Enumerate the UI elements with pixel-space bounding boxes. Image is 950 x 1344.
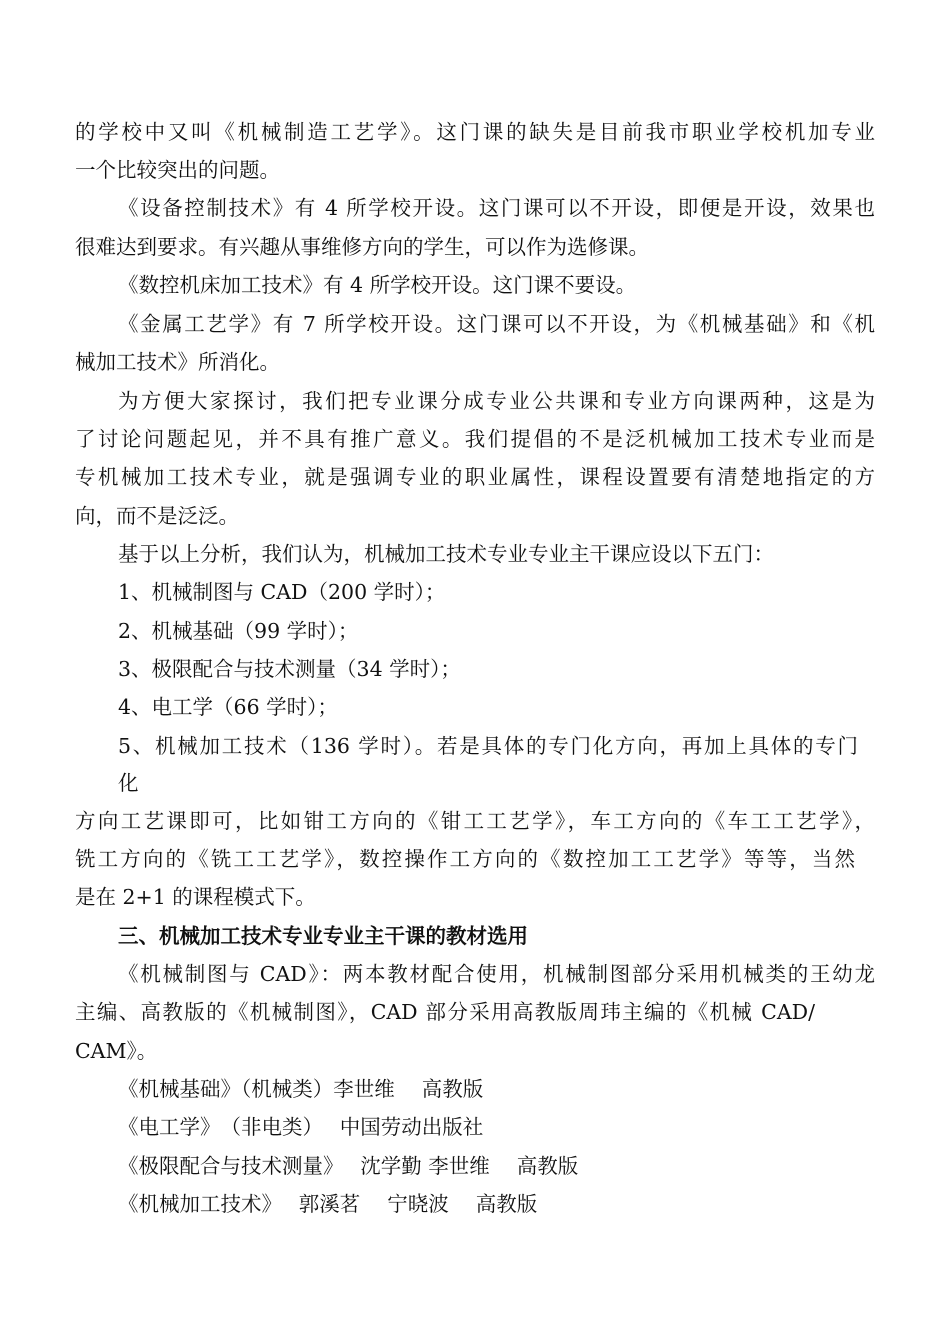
list-item: 4、电工学（66 学时）； [118, 695, 338, 719]
list-item: 5、机械加工技术（136 学时）。若是具体的专门化方向，再加上具体的专门 [118, 734, 858, 758]
text-line: 很难达到要求。有兴趣从事维修方向的学生，可以作为选修课。 [75, 235, 649, 259]
text-line: 《金属工艺学》有 7 所学校开设。这门课可以不开设，为《机械基础》和《机 [118, 312, 875, 336]
text-line: 基于以上分析，我们认为，机械加工技术专业专业主干课应设以下五门： [118, 542, 774, 566]
text-line: 专机械加工技术专业，就是强调专业的职业属性，课程设置要有清楚地指定的方 [75, 465, 875, 489]
text-line: 铣工方向的《铣工工艺学》，数控操作工方向的《数控加工工艺学》等等，当然 [75, 847, 855, 871]
text-line: 方向工艺课即可，比如钳工方向的《钳工工艺学》，车工方向的《车工工艺学》， [75, 809, 875, 833]
textbook-entry: 《极限配合与技术测量》 沈学勤 李世维 高教版 [118, 1154, 579, 1178]
text-line: 械加工技术》所消化。 [75, 350, 280, 374]
list-item: 3、极限配合与技术测量（34 学时）； [118, 657, 461, 681]
list-item: 2、机械基础（99 学时）； [118, 619, 359, 643]
textbook-entry: 《机械加工技术》 郭溪茗 宁晓波 高教版 [118, 1192, 538, 1216]
text-line: 向，而不是泛泛。 [75, 504, 239, 528]
text-line: 《数控机床加工技术》有 4 所学校开设。这门课不要设。 [118, 273, 637, 297]
text-line: 是在 2+1 的课程模式下。 [75, 885, 316, 909]
text-line: 为方便大家探讨，我们把专业课分成专业公共课和专业方向课两种，这是为 [118, 389, 875, 413]
text-line: 主编、高教版的《机械制图》，CAD 部分采用高教版周玮主编的《机械 CAD/ [75, 1000, 815, 1024]
textbook-entry: 《机械基础》（机械类）李世维 高教版 [118, 1077, 484, 1101]
section-heading: 三、机械加工技术专业专业主干课的教材选用 [118, 924, 528, 948]
text-line: 化 [118, 771, 139, 795]
list-item: 1、机械制图与 CAD（200 学时）； [118, 580, 446, 604]
text-line: 一个比较突出的问题。 [75, 158, 280, 182]
text-line: 《设备控制技术》有 4 所学校开设。这门课可以不开设，即便是开设，效果也 [118, 196, 875, 220]
text-line: 的学校中又叫《机械制造工艺学》。这门课的缺失是目前我市职业学校机加专业 [75, 120, 875, 144]
text-line: 了讨论问题起见，并不具有推广意义。我们提倡的不是泛机械加工技术专业而是 [75, 427, 875, 451]
text-line: 《机械制图与 CAD》：两本教材配合使用，机械制图部分采用机械类的王幼龙 [118, 962, 875, 986]
textbook-entry: 《电工学》 （非电类） 中国劳动出版社 [118, 1115, 484, 1139]
text-line: CAM》。 [75, 1039, 158, 1063]
